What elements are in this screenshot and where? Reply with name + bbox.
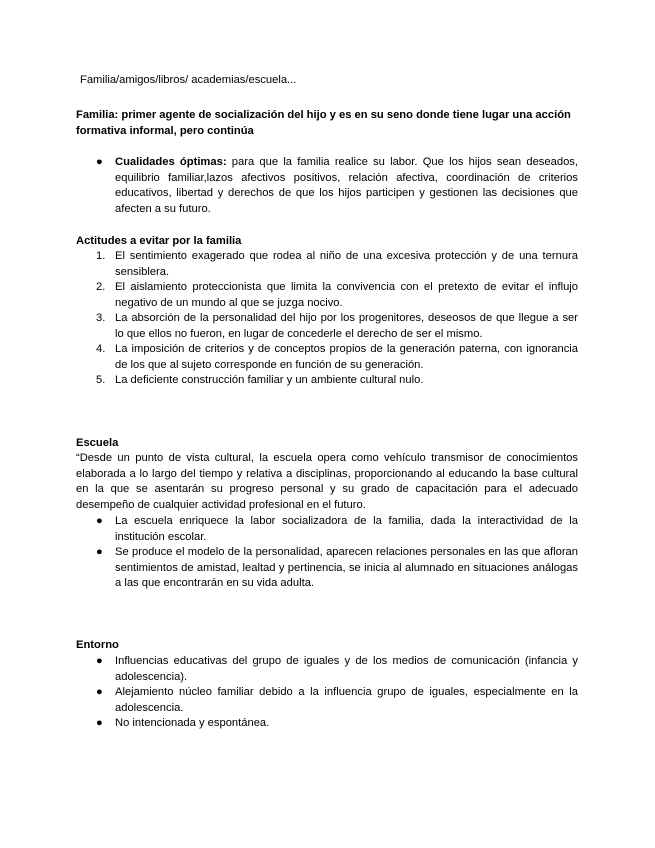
escuela-heading: Escuela (76, 437, 119, 449)
list-item: La absorción de la personalidad del hijo por los progenitores, deseosos de que llegue a ser lo que ellos no fueron, en lugar de concederle el derecho de ser el mismo. (115, 312, 578, 340)
list-item: Influencias educativas del grupo de iguales y de los medios de comunicación (infancia y adolescencia). (115, 655, 578, 683)
qualities-label: Cualidades óptimas: (115, 156, 227, 168)
list-item: Alejamiento núcleo familiar debido a la influencia grupo de iguales, especialmente en la adolescencia. (115, 686, 578, 714)
bullet-dot-icon: ● (96, 515, 103, 527)
list-number: 5. (96, 374, 106, 386)
list-number: 4. (96, 343, 106, 355)
escuela-quote: “Desde un punto de vista cultural, la escuela opera como vehículo transmisor de conocimientos elaborada a lo largo del tiempo y relativa a disciplinas, proporcionando al educando la base cultural en la que se asentarán su progreso personal y su grado de capacitación para el adecuado desempeño de cualquier actividad profesional en el futuro. (76, 452, 578, 512)
qualities-item (115, 155, 578, 218)
bullet-dot-icon: ● (96, 546, 103, 558)
list-item: El aislamiento proteccionista que limita la convivencia con el pretexto de evitar el influjo negativo de un mundo al que se juzga nocivo. (115, 281, 578, 309)
actitudes-heading: Actitudes a evitar por la familia (76, 235, 242, 247)
bullet-dot-icon: ● (96, 156, 103, 168)
bullet-dot-icon: ● (96, 686, 103, 698)
list-number: 1. (96, 250, 106, 262)
familia-heading: Familia: primer agente de socialización del hijo y es en su seno donde tiene lugar una acción formativa informal, pero continúa (76, 109, 571, 137)
bullet-dot-icon: ● (96, 655, 103, 667)
list-item: La deficiente construcción familiar y un ambiente cultural nulo. (115, 374, 424, 386)
list-item: La escuela enriquece la labor socializadora de la familia, dada la interactividad de la institución escolar. (115, 515, 578, 543)
qualities-text: para que la familia realice su labor. Que los hijos sean deseados, equilibrio familiar,lazos afectivos positivos, relación afectiva, coordinación de criterios educativos, libertad y derechos de que los hijos participen y gestionen las decisiones que afecten a su futuro. (115, 156, 578, 216)
topic-line: Familia/amigos/libros/ academias/escuela... (80, 74, 297, 86)
list-item: Se produce el modelo de la personalidad, aparecen relaciones personales en las que afloran sentimientos de amistad, lealtad y pertinencia, se inicia al alumnado en situaciones análogas a las que encontrarán en su vida adulta. (115, 546, 578, 590)
list-item: El sentimiento exagerado que rodea al niño de una excesiva protección y de una ternura sensiblera. (115, 250, 578, 278)
list-item: No intencionada y espontánea. (115, 717, 270, 729)
list-item: La imposición de criterios y de conceptos propios de la generación paterna, con ignorancia de los que al sujeto corresponde en función de su generación. (115, 343, 578, 371)
list-number: 2. (96, 281, 106, 293)
entorno-heading: Entorno (76, 639, 119, 651)
bullet-dot-icon: ● (96, 717, 103, 729)
list-number: 3. (96, 312, 106, 324)
